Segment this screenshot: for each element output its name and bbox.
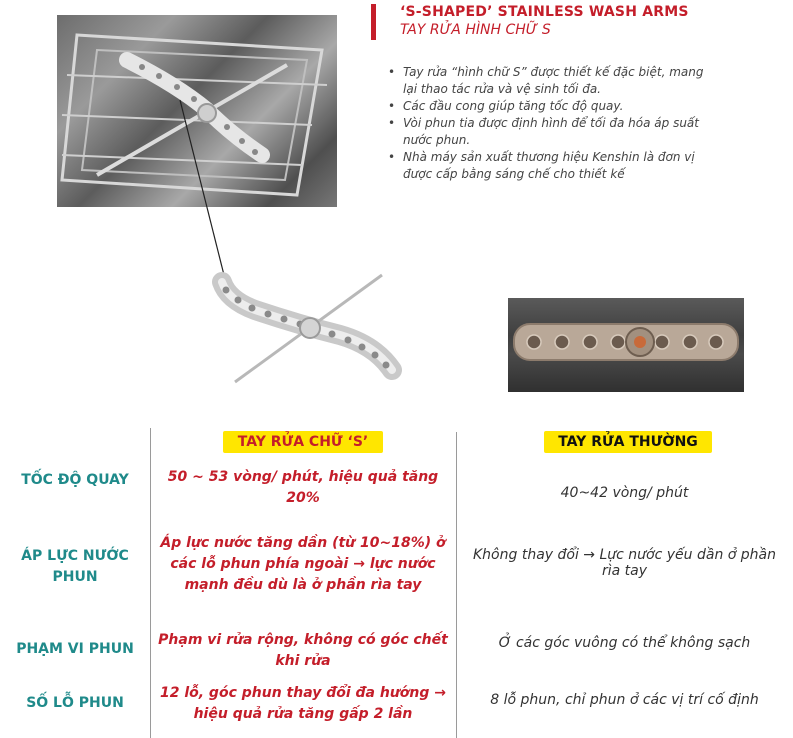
cross-spray-bar [235,275,382,382]
s-arm-spray-range: Phạm vi rửa rộng, không có góc chết khi rửa [158,632,448,669]
row-label-nozzle-count: SỐ LỖ PHUN [26,695,124,711]
normal-arm-rotation-speed: 40~42 vòng/ phút [560,485,689,501]
dishwasher-interior-photo [57,15,337,207]
column-header-normal-arm: TAY RỬA THƯỜNG [544,431,712,453]
feature-item: • Nhà máy sản xuất thương hiệu Kenshin là đơn vị được cấp bằng sáng chế cho thiết kế [388,149,708,183]
row-label-spray-range: PHẠM VI PHUN [16,641,134,657]
s-arm-rotation-speed: 50 ~ 53 vòng/ phút, hiệu quả tăng 20% [167,469,439,506]
title-accent-bar [371,4,376,40]
row-label-water-pressure: ÁP LỰC NƯỚC PHUN [21,548,129,585]
normal-arm-nozzle-count: 8 lỗ phun, chỉ phun ở các vị trí cố định [490,692,759,708]
normal-arm-photo [508,298,744,392]
feature-list [388,64,708,183]
spray-holes [223,287,390,369]
feature-item: • Tay rửa “hình chữ S” được thiết kế đặc biệt, mang lại thao tác rửa và vệ sinh tối đa. [388,64,708,98]
s-arm-body [222,282,392,370]
normal-arm-spray-range: Ở các góc vuông có thể không sạch [498,635,751,651]
feature-item: • Vòi phun tia được định hình để tối đa hóa áp suất nước phun. [388,115,708,149]
s-arm-water-pressure: Áp lực nước tăng dần (từ 10~18%) ở các lỗ phun phía ngoài → lực nước mạnh đều dù là ở phần rìa tay [160,535,446,593]
normal-arm-water-pressure: Không thay đổi → Lực nước yếu dần ở phần rìa tay [473,547,776,579]
section-title: ‘S-SHAPED’ STAINLESS WASH ARMS [400,4,689,20]
arm-hub [300,318,320,338]
s-arm-nozzle-count: 12 lỗ, góc phun thay đổi đa hướng → hiệu quả rửa tăng gấp 2 lần [159,685,447,722]
column-header-s-arm: TAY RỬA CHỮ ‘S’ [223,431,383,453]
feature-item: • Các đầu cong giúp tăng tốc độ quay. [388,98,708,115]
row-label-rotation-speed: TỐC ĐỘ QUAY [21,472,129,488]
section-subtitle: TAY RỬA HÌNH CHỮ S [400,22,551,38]
